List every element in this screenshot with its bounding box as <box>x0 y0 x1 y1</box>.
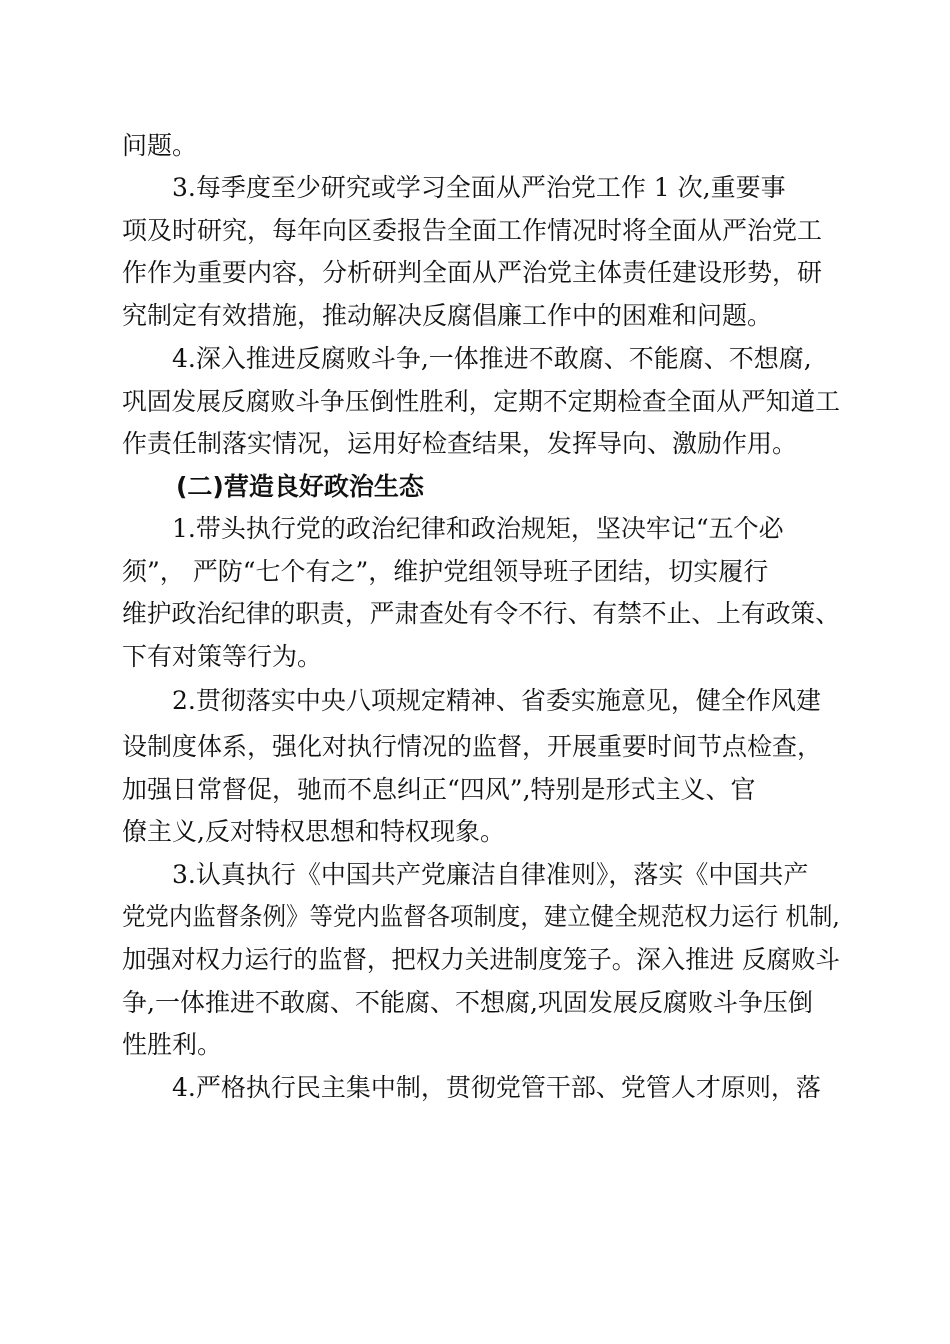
text-line: 项及时研究，每年向区委报告全面工作情况时将全面从严治党工 <box>122 216 823 245</box>
text-line: 维护政治纪律的职责，严肃查处有令不行、有禁不止、上有政策、 <box>122 599 840 628</box>
text-line: 4.严格执行民主集中制，贯彻党管干部、党管人才原则，落 <box>172 1073 821 1102</box>
text-line: 作作为重要内容，分析研判全面从严治党主体责任建设形势，研 <box>122 258 823 287</box>
text-line: 4.深入推进反腐败斗争,一体推进不敢腐、不能腐、不想腐, <box>172 344 812 373</box>
text-line: 3.每季度至少研究或学习全面从严治党工作 1 次,重要事 <box>172 173 786 202</box>
text-line: 加强对权力运行的监督，把权力关进制度笼子。深入推进 反腐败斗 <box>122 945 840 974</box>
text-line: 1.带头执行党的政治纪律和政治规矩，坚决牢记“五个必 <box>172 514 784 543</box>
text-line: 须”， 严防“七个有之”，维护党组领导班子团结，切实履行 <box>122 557 769 586</box>
text-line: 僚主义,反对特权思想和特权现象。 <box>122 817 505 846</box>
text-line: 问题。 <box>122 131 198 160</box>
text-line: 加强日常督促，驰而不息纠正“四风”,特别是形式主义、官 <box>122 775 756 804</box>
text-line: 巩固发展反腐败斗争压倒性胜利，定期不定期检查全面从严知道工 <box>122 387 840 416</box>
text-line: 争,一体推进不敢腐、不能腐、不想腐,巩固发展反腐败斗争压倒 <box>122 988 813 1017</box>
text-line: 究制定有效措施，推动解决反腐倡廉工作中的困难和问题。 <box>122 301 773 330</box>
text-line: 作责任制落实情况，运用好检查结果，发挥导向、激励作用。 <box>122 429 798 458</box>
text-line: 下有对策等行为。 <box>122 642 323 671</box>
text-line: 设制度体系，强化对执行情况的监督，开展重要时间节点检查， <box>122 732 823 761</box>
text-line: 3.认真执行《中国共产党廉洁自律准则》，落实《中国共产 <box>172 860 809 889</box>
text-line: 2.贯彻落实中央八项规定精神、省委实施意见，健全作风建 <box>172 686 821 715</box>
section-heading: (二)营造良好政治生态 <box>176 472 424 501</box>
text-line: 党党内监督条例》等党内监督各项制度，建立健全规范权力运行 机制, <box>122 902 840 931</box>
text-line: 性胜利。 <box>122 1030 223 1059</box>
